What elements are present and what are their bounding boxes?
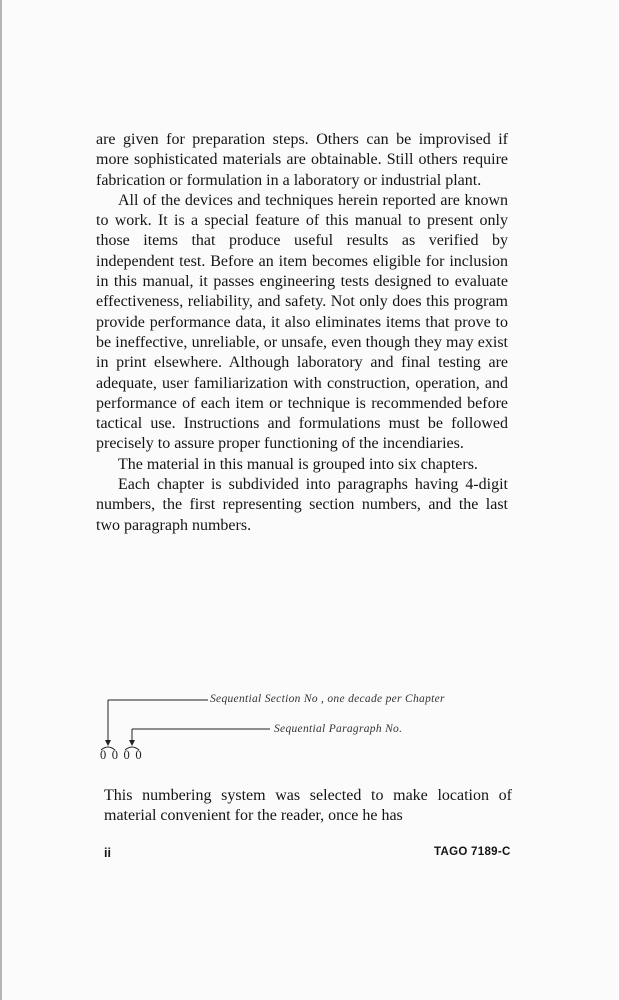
body-text xyxy=(96,130,508,536)
page-number: ii xyxy=(104,846,111,860)
paragraph-devices-techniques: All of the devices and techniques herein reported are known to work. It is a special feature of this manual to present only those items that produce useful results as verified by independent test. Before an item becomes eligible for inclusion in this manual, it passes engineering tests designed to evaluate effectiveness, reliability, and safety. Not only does this program provide performance data, it also eliminates items that prove to be ineffective, unreliable, or unsafe, even though they may exist in print elsewhere. Although laboratory and final testing are adequate, user familiarization with construction, operation, and performance of each item or technique is recommended before tactical use. Instructions and formulations must be followed precisely to assure proper functioning of the incendiaries. xyxy=(96,191,508,453)
paragraph-six-chapters: The material in this manual is grouped into six chapters. xyxy=(118,455,478,473)
numbering-diagram xyxy=(96,688,526,768)
page-edge-left xyxy=(0,0,2,1000)
example-digits: 0 0 0 0 xyxy=(100,748,143,762)
label-sequential-paragraph: Sequential Paragraph No. xyxy=(274,723,403,735)
paragraph-closing: This numbering system was selected to make location of material convenient for the reader, once he has xyxy=(104,787,512,825)
paragraph-preparation: are given for preparation steps. Others can be improvised if more sophisticated materials are obtainable. Still others require fabrication or formulation in a laboratory or industrial plant. xyxy=(96,131,508,189)
label-sequential-section: Sequential Section No , one decade per Chapter xyxy=(210,693,445,705)
document-code: TAGO 7189-C xyxy=(434,846,511,858)
paragraph-numbering: Each chapter is subdivided into paragraphs having 4-digit numbers, the first representing section numbers, and the last two paragraph numbers. xyxy=(96,476,508,534)
closing-text xyxy=(104,786,512,827)
